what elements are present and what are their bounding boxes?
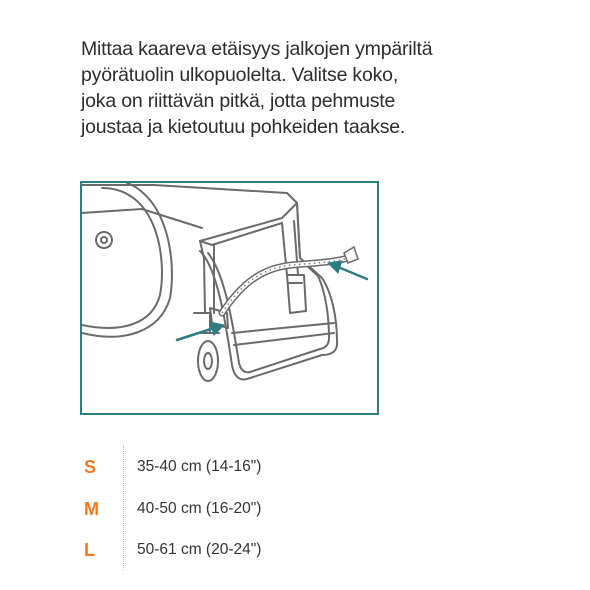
wheelchair-drawing: [82, 183, 377, 413]
arrow-right: [338, 267, 367, 279]
size-range: 35-40 cm (14-16"): [137, 458, 262, 475]
size-row-l: [80, 538, 380, 562]
instructions-line-4: joustaa ja kietoutuu pohkeiden taakse.: [81, 116, 406, 138]
footplate: [232, 323, 334, 333]
seat-frame: [82, 185, 297, 203]
size-range: 40-50 cm (16-20"): [137, 500, 262, 517]
caster-top: [96, 232, 112, 248]
size-row-m: [80, 497, 380, 521]
instructions-line-2: pyörätuolin ulkopuolelta. Valitse koko,: [81, 64, 399, 86]
rear-wheel-outer: [82, 183, 172, 337]
size-label: S: [84, 457, 97, 477]
size-label: M: [84, 499, 99, 519]
rear-wheel-inner: [82, 188, 162, 328]
seat-frame-lower: [82, 209, 202, 228]
instructions-text: [81, 36, 481, 140]
size-chart: [80, 445, 380, 570]
legrest-frame-right: [297, 203, 337, 355]
instructions-line-3: joka on riittävän pitkä, jotta pehmuste: [81, 90, 396, 112]
size-label: L: [84, 540, 95, 560]
size-row-s: [80, 455, 380, 479]
seat-front: [200, 223, 282, 245]
instructions-line-1: Mittaa kaareva etäisyys jalkojen ympäriltä: [81, 38, 433, 60]
wheelchair-measurement-illustration: [80, 181, 379, 415]
size-range: 50-61 cm (20-24"): [137, 541, 262, 558]
footrest-pad-right: [287, 275, 306, 313]
caster-bottom: [198, 341, 218, 381]
